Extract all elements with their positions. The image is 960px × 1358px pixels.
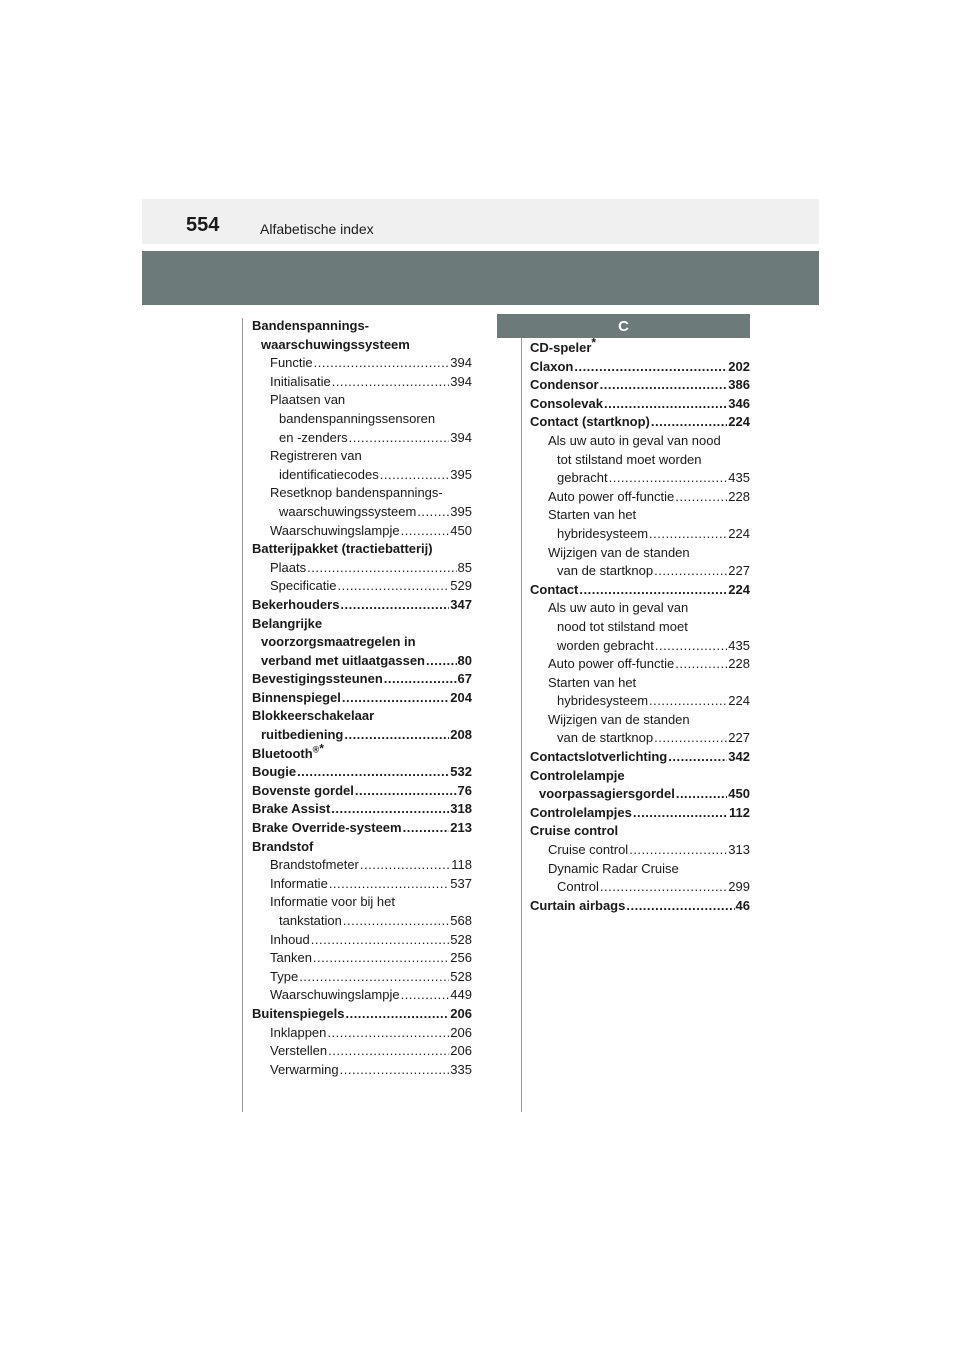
index-entry[interactable] (530, 692, 750, 711)
index-term: Brake Override-systeem (252, 820, 402, 836)
index-entry[interactable] (252, 354, 472, 373)
index-entry[interactable] (252, 800, 472, 819)
index-term: Consolevak (530, 395, 603, 411)
index-term: voorpassagiersgordel (539, 786, 675, 802)
index-entry[interactable] (530, 581, 750, 600)
dot-leader (629, 841, 727, 860)
index-term: Plaats (270, 559, 307, 575)
index-entry[interactable] (530, 785, 750, 804)
index-entry[interactable] (252, 1042, 472, 1061)
index-page-number: 208 (450, 727, 472, 743)
dot-leader (609, 469, 728, 488)
index-page-number: 227 (728, 730, 750, 746)
index-page-number: 528 (450, 968, 472, 984)
index-entry[interactable] (252, 522, 472, 541)
index-term: Resetknop bandenspannings- (270, 485, 443, 501)
index-page-number: 224 (728, 414, 750, 430)
column-rule-left (242, 318, 243, 1112)
index-entry[interactable] (530, 376, 750, 395)
index-entry[interactable] (252, 652, 472, 671)
dot-leader (579, 581, 727, 600)
dot-leader (328, 1042, 449, 1061)
index-term: Tanken (270, 950, 312, 966)
index-heading[interactable] (530, 618, 750, 637)
header-band (142, 251, 819, 305)
index-term: nood tot stilstand moet (557, 618, 688, 634)
index-heading[interactable] (252, 893, 472, 912)
index-term: Claxon (530, 358, 574, 374)
index-term: verband met uitlaatgassen (261, 652, 425, 668)
dot-leader (331, 800, 449, 819)
index-term: Verwarming (270, 1061, 339, 1077)
index-term: Starten van het (548, 507, 637, 523)
index-heading[interactable] (530, 432, 750, 451)
index-entry[interactable] (252, 429, 472, 448)
index-column-right (530, 335, 750, 915)
index-term: Als uw auto in geval van (548, 600, 689, 616)
index-entry[interactable] (530, 395, 750, 414)
index-page-number: 80 (457, 652, 472, 668)
index-entry[interactable] (252, 670, 472, 689)
section-letter-tab: C (497, 314, 750, 338)
index-page-number: 394 (450, 429, 472, 445)
index-entry[interactable] (252, 373, 472, 392)
index-page-number: 76 (457, 782, 472, 798)
dot-leader (426, 652, 457, 671)
index-page-number: 112 (729, 804, 750, 820)
index-entry[interactable] (530, 748, 750, 767)
dot-leader (654, 729, 727, 748)
index-page-number: 346 (728, 395, 750, 411)
dot-leader (360, 856, 450, 875)
index-page-number: 318 (450, 801, 472, 817)
index-page-number: 450 (728, 786, 750, 802)
column-rule-middle (521, 318, 522, 1112)
index-entry[interactable] (252, 1024, 472, 1043)
dot-leader (340, 596, 449, 615)
index-entry[interactable] (252, 689, 472, 708)
index-page-number: 347 (450, 596, 472, 612)
index-page-number: 224 (728, 581, 750, 597)
index-page-number: 529 (450, 578, 472, 594)
page-header (142, 199, 819, 244)
index-heading[interactable] (252, 838, 472, 857)
dot-leader (314, 354, 450, 373)
dot-leader (401, 986, 450, 1005)
index-term: CD-speler (530, 340, 592, 355)
index-entry[interactable] (530, 413, 750, 432)
index-term: Contact (530, 581, 579, 597)
index-heading[interactable] (252, 336, 472, 355)
index-page-number: 394 (450, 373, 472, 389)
dot-leader (380, 466, 450, 485)
dot-leader (313, 949, 449, 968)
dot-leader (600, 878, 727, 897)
dot-leader (626, 897, 734, 916)
index-entry[interactable] (252, 763, 472, 782)
index-page-number: 450 (450, 522, 472, 538)
index-entry[interactable] (252, 968, 472, 987)
index-term: van de startknop (557, 563, 654, 579)
index-entry[interactable] (530, 562, 750, 581)
index-term: Condensor (530, 377, 599, 393)
index-entry[interactable] (252, 726, 472, 745)
dot-leader (349, 429, 450, 448)
index-term: Brandstofmeter (270, 857, 359, 873)
index-page-number: 449 (450, 987, 472, 1003)
dot-leader (344, 726, 449, 745)
index-term: Als uw auto in geval van nood (548, 432, 721, 448)
index-page-number: 206 (450, 1024, 472, 1040)
index-heading[interactable] (252, 633, 472, 652)
index-term: voorzorgsmaatregelen in (261, 634, 416, 650)
index-page-number: 537 (450, 875, 472, 891)
index-term: Functie (270, 355, 313, 371)
index-entry[interactable] (530, 841, 750, 860)
index-entry[interactable] (252, 466, 472, 485)
index-page-number: 118 (451, 857, 472, 873)
index-term: Buitenspiegels (252, 1005, 345, 1021)
index-term: van de startknop (557, 730, 654, 746)
index-term: Brandstof (252, 838, 314, 854)
index-term: Informatie (270, 875, 328, 891)
index-heading[interactable] (252, 317, 472, 336)
index-heading[interactable] (252, 484, 472, 503)
dot-leader (342, 689, 449, 708)
index-term: Curtain airbags (530, 897, 626, 913)
index-term: Binnenspiegel (252, 689, 341, 705)
index-entry[interactable] (252, 596, 472, 615)
index-term: en -zenders (279, 429, 348, 445)
index-page-number: 67 (457, 671, 472, 687)
index-term: Blokkeerschakelaar (252, 708, 375, 724)
index-entry[interactable] (530, 469, 750, 488)
dot-leader (403, 819, 450, 838)
index-heading[interactable] (252, 540, 472, 559)
index-term: Specificatie (270, 578, 337, 594)
index-heading[interactable] (530, 860, 750, 879)
index-term: Wijzigen van de standen (548, 544, 690, 560)
index-heading[interactable] (530, 822, 750, 841)
index-heading[interactable] (530, 711, 750, 730)
dot-leader (355, 782, 457, 801)
index-page-number: 206 (450, 1005, 472, 1021)
index-term: Type (270, 968, 299, 984)
index-page-number: 342 (728, 749, 750, 765)
dot-leader (345, 1005, 449, 1024)
index-entry[interactable] (530, 488, 750, 507)
index-page-number: 206 (450, 1043, 472, 1059)
index-heading[interactable] (252, 615, 472, 634)
dot-leader (651, 413, 727, 432)
index-entry[interactable] (252, 986, 472, 1005)
index-term: tankstation (279, 913, 342, 928)
dot-leader (329, 875, 449, 894)
index-heading[interactable] (252, 741, 472, 764)
index-entry[interactable] (252, 1061, 472, 1080)
index-heading[interactable] (252, 707, 472, 726)
index-heading[interactable] (530, 335, 750, 358)
index-term: Informatie voor bij het (270, 894, 396, 910)
index-page-number: 228 (728, 656, 750, 672)
index-page-number: 204 (450, 689, 472, 705)
index-term: Waarschuwingslampje (270, 522, 400, 538)
index-term: Dynamic Radar Cruise (548, 860, 679, 876)
index-page-number: 568 (450, 913, 472, 928)
index-entry[interactable] (252, 875, 472, 894)
index-term: Belangrijke (252, 615, 323, 631)
index-entry[interactable] (252, 912, 472, 931)
index-heading[interactable] (252, 410, 472, 429)
index-entry[interactable] (530, 655, 750, 674)
index-term: Initialisatie (270, 373, 331, 389)
index-entry[interactable] (530, 897, 750, 916)
dot-leader (676, 785, 727, 804)
index-term: Cruise control (548, 842, 629, 858)
dot-leader (311, 931, 450, 950)
index-page-number: 227 (728, 563, 750, 579)
index-entry[interactable] (530, 358, 750, 377)
index-heading[interactable] (530, 767, 750, 786)
index-entry[interactable] (252, 949, 472, 968)
index-heading[interactable] (530, 506, 750, 525)
dot-leader (327, 1024, 449, 1043)
index-term: Inhoud (270, 931, 310, 947)
index-entry[interactable] (252, 819, 472, 838)
index-entry[interactable] (530, 878, 750, 897)
index-entry[interactable] (530, 525, 750, 544)
index-term: hybridesysteem (557, 525, 649, 541)
dot-leader (307, 559, 456, 578)
index-entry[interactable] (252, 577, 472, 596)
index-entry[interactable] (530, 637, 750, 656)
dot-leader (633, 804, 728, 823)
dot-leader (649, 525, 727, 544)
dot-leader (343, 912, 449, 931)
index-term: worden gebracht (557, 637, 654, 653)
index-page-number: 532 (450, 764, 472, 780)
index-term: Contact (startknop) (530, 414, 650, 430)
dot-leader (297, 763, 449, 782)
index-term: Bevestigingssteunen (252, 671, 383, 687)
index-term: Waarschuwingslampje (270, 987, 400, 1003)
index-term: Controlelampje (530, 767, 625, 783)
index-term: gebracht (557, 470, 608, 486)
index-term: waarschuwingssysteem (261, 336, 410, 352)
index-page-number: 395 (450, 503, 472, 519)
footnote-star: * (591, 335, 597, 350)
index-page-number: 299 (728, 879, 750, 895)
index-page-number: 85 (457, 559, 472, 575)
index-term: waarschuwingssysteem (279, 503, 417, 519)
dot-leader (299, 968, 449, 987)
index-entry[interactable] (252, 559, 472, 578)
index-page-number: 313 (728, 842, 750, 858)
index-term: Controlelampjes (530, 804, 632, 820)
dot-leader (600, 376, 728, 395)
index-term: Brake Assist (252, 801, 331, 817)
dot-leader (340, 1061, 450, 1080)
index-page-number: 213 (450, 820, 472, 836)
index-page-number: 435 (728, 637, 750, 653)
dot-leader (668, 748, 727, 767)
index-entry[interactable] (252, 1005, 472, 1024)
index-entry[interactable] (252, 782, 472, 801)
index-term: ruitbediening (261, 727, 344, 743)
dot-leader (574, 358, 727, 377)
index-term: Inklappen (270, 1024, 327, 1040)
index-term: Bluetooth (252, 745, 313, 761)
index-term: Starten van het (548, 674, 637, 690)
page-number: 554 (186, 214, 220, 236)
index-entry[interactable] (530, 729, 750, 748)
index-page-number: 335 (450, 1061, 472, 1077)
index-term: Control (557, 879, 599, 895)
index-page-number: 228 (728, 488, 750, 504)
index-page-number: 386 (728, 377, 750, 393)
index-page-number: 224 (728, 693, 750, 709)
index-term: identificatiecodes (279, 466, 379, 482)
index-page-number: 394 (450, 355, 472, 371)
index-term: Plaatsen van (270, 392, 346, 408)
index-column-left (252, 317, 472, 1079)
index-term: Registreren van (270, 448, 362, 464)
index-term: Bovenste gordel (252, 782, 354, 798)
dot-leader (332, 373, 450, 392)
index-term: Batterijpakket (tractiebatterij) (252, 541, 433, 557)
footnote-star: * (319, 741, 324, 756)
dot-leader (654, 562, 727, 581)
page-title: Alfabetische index (260, 221, 374, 237)
dot-leader (337, 577, 449, 596)
index-entry[interactable] (252, 503, 472, 522)
index-term: Bougie (252, 764, 297, 780)
index-page-number: 46 (735, 897, 750, 913)
index-term: Bandenspannings- (252, 318, 370, 333)
index-term: tot stilstand moet worden (557, 451, 702, 467)
index-heading[interactable] (530, 451, 750, 470)
dot-leader (604, 395, 727, 414)
dot-leader (417, 503, 449, 522)
dot-leader (675, 655, 727, 674)
index-term: hybridesysteem (557, 693, 649, 709)
index-term: Auto power off-functie (548, 488, 675, 504)
index-term: Cruise control (530, 823, 619, 839)
index-term: Wijzigen van de standen (548, 711, 690, 727)
index-page-number: 528 (450, 931, 472, 947)
index-heading[interactable] (252, 447, 472, 466)
dot-leader (401, 522, 450, 541)
index-page-number: 256 (450, 950, 472, 966)
index-term: bandenspanningssensoren (279, 410, 436, 426)
dot-leader (675, 488, 727, 507)
index-page-number: 395 (450, 466, 472, 482)
index-page-number: 202 (728, 358, 750, 374)
dot-leader (384, 670, 457, 689)
index-heading[interactable] (252, 391, 472, 410)
registered-mark: ® (312, 744, 320, 755)
index-entry[interactable] (252, 931, 472, 950)
index-term: Auto power off-functie (548, 656, 675, 672)
index-term: Bekerhouders (252, 596, 340, 612)
dot-leader (655, 637, 727, 656)
index-term: Verstellen (270, 1043, 328, 1059)
index-page-number: 435 (728, 470, 750, 486)
index-entry[interactable] (252, 856, 472, 875)
index-page-number: 224 (728, 525, 750, 541)
index-entry[interactable] (530, 804, 750, 823)
index-heading[interactable] (530, 674, 750, 693)
index-term: Contactslotverlichting (530, 749, 668, 765)
index-heading[interactable] (530, 544, 750, 563)
index-heading[interactable] (530, 599, 750, 618)
dot-leader (649, 692, 727, 711)
